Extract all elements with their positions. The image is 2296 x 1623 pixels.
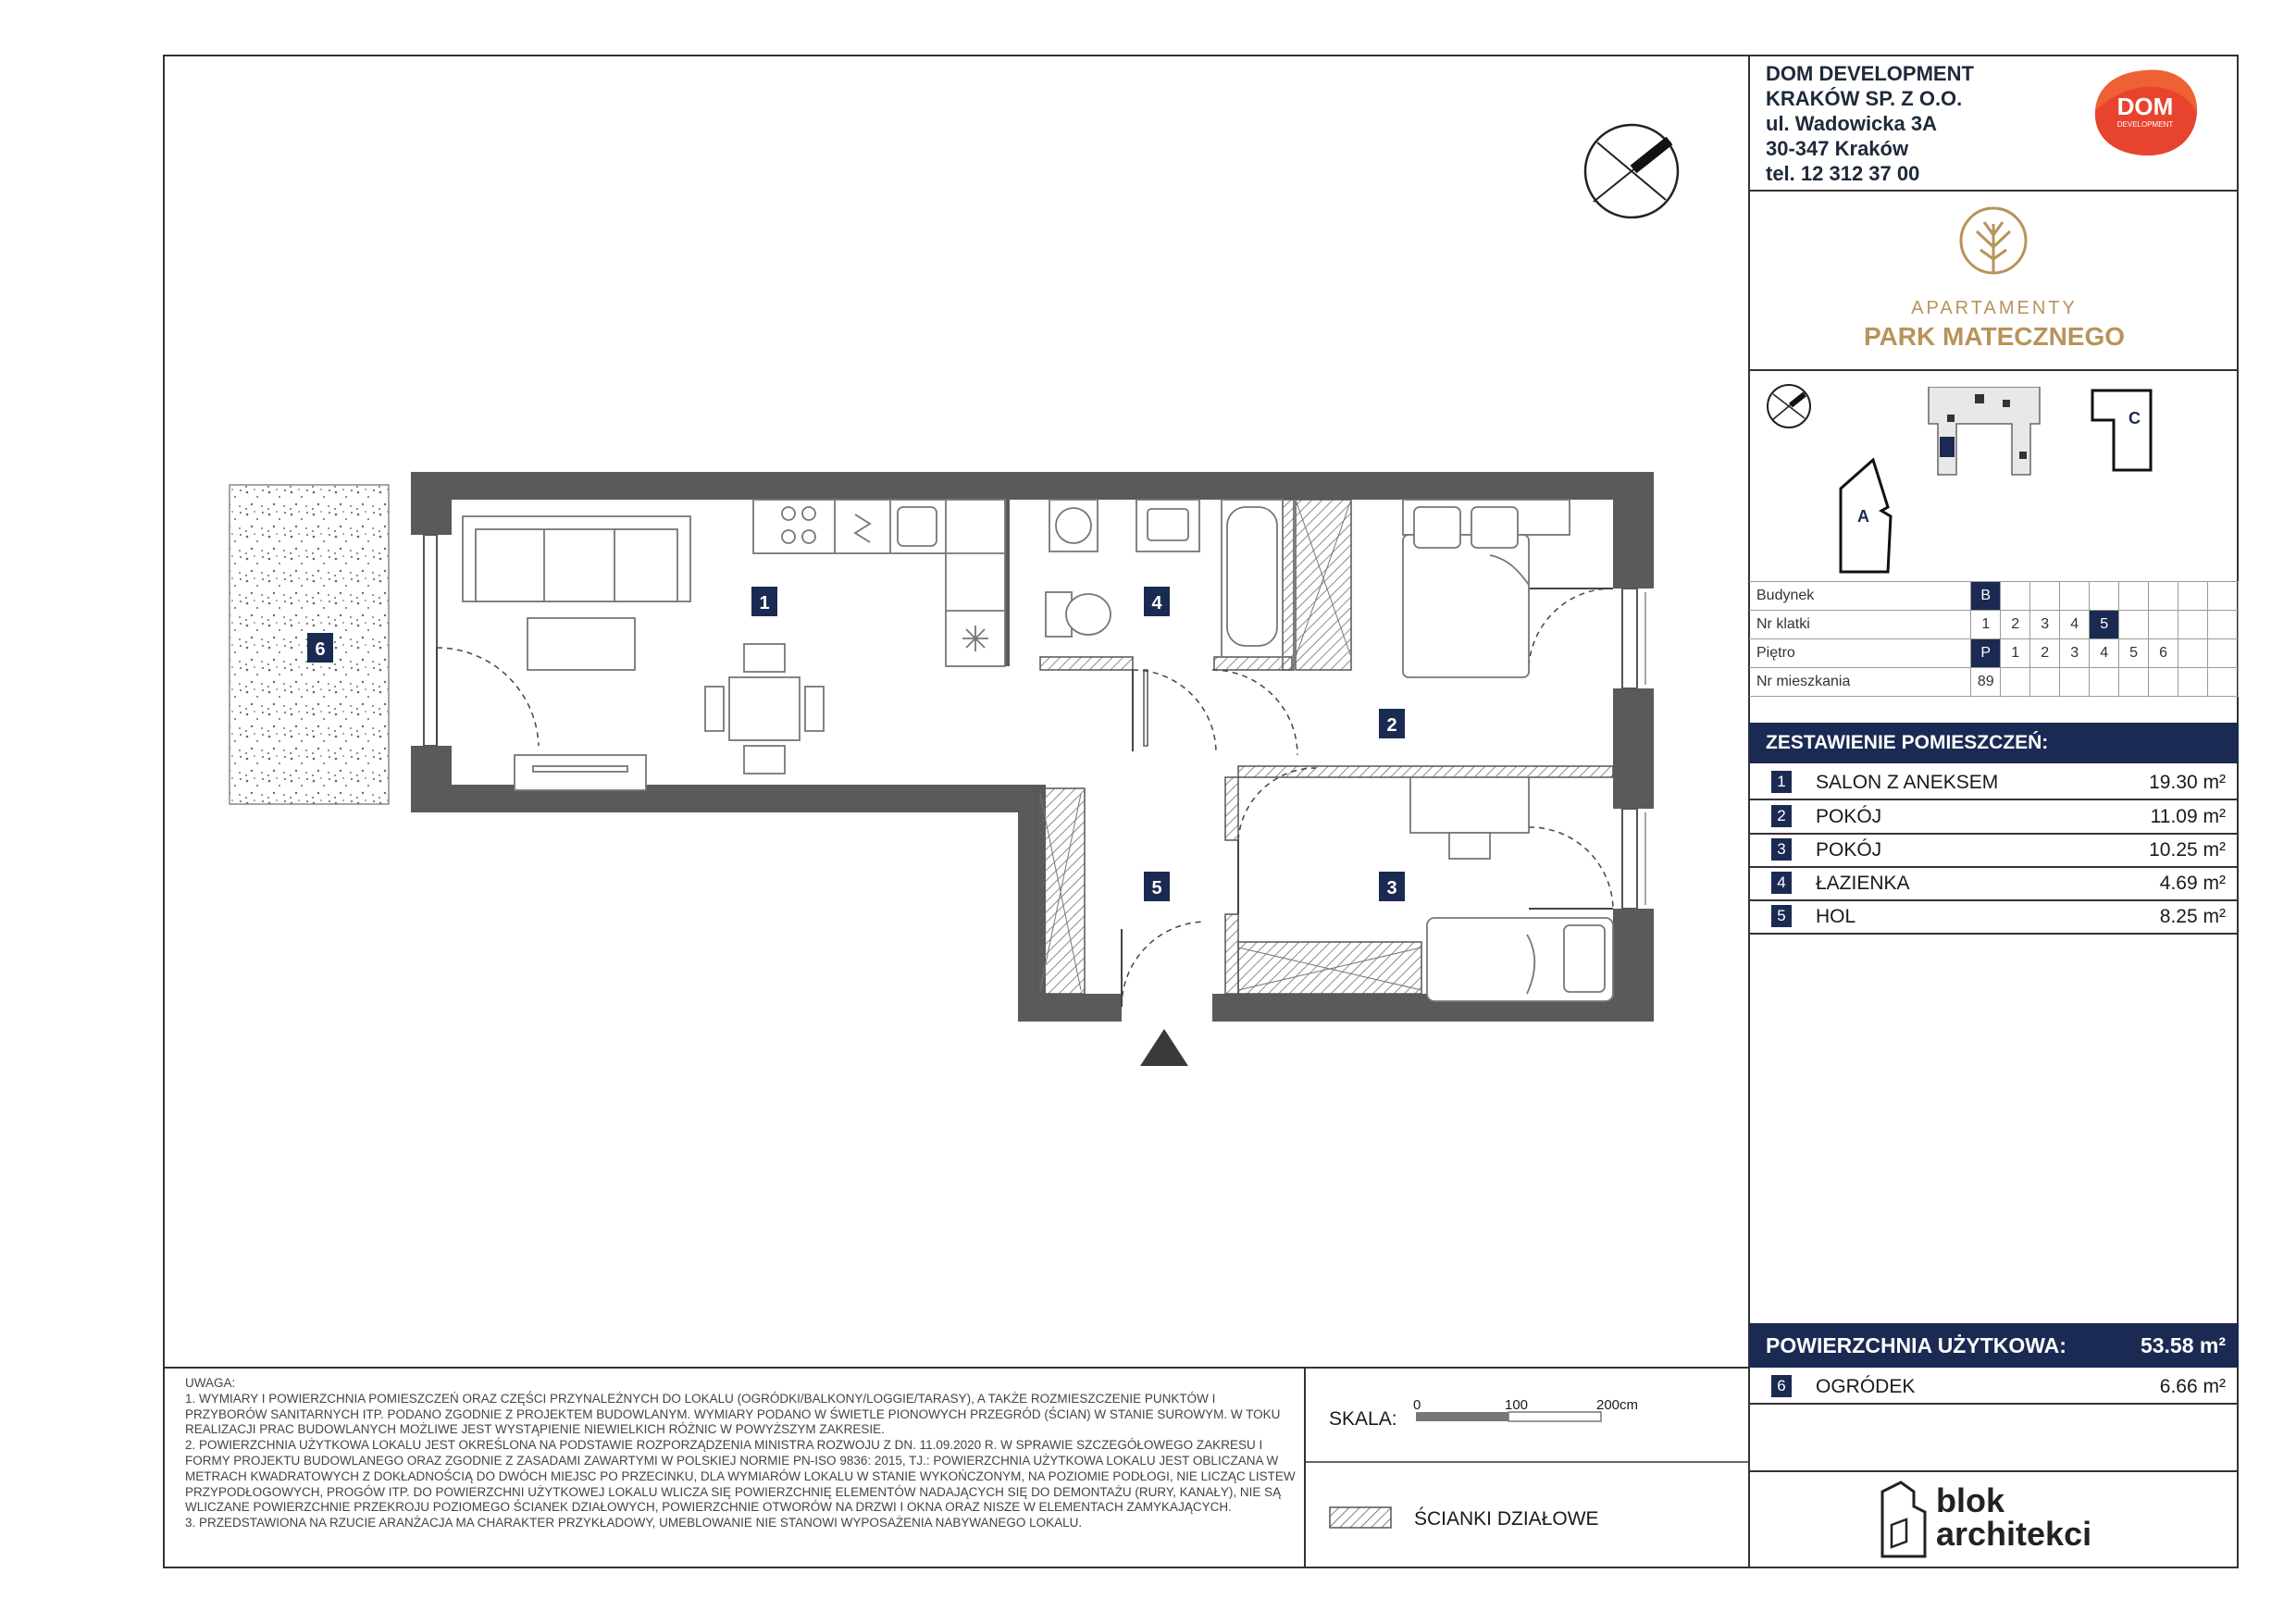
notes-block <box>185 1376 1296 1531</box>
company-address <box>1766 61 1974 186</box>
row-label: Budynek <box>1749 582 1971 611</box>
table-cell: 6 <box>2149 639 2178 668</box>
tree-logo-icon <box>1956 205 2030 289</box>
table-cell <box>2178 668 2208 697</box>
room-row <box>1749 765 2239 800</box>
room-area: 8.25 m² <box>2159 906 2226 927</box>
unit-info-table <box>1749 581 2239 697</box>
room-area: 6.66 m² <box>2159 1376 2226 1397</box>
table-cell: 3 <box>2060 639 2090 668</box>
room-number-badge: 2 <box>1771 805 1792 827</box>
furniture-kitchen <box>753 500 1005 666</box>
table-cell: B <box>1971 582 2001 611</box>
table-row <box>1749 611 2239 639</box>
table-row <box>1749 668 2239 697</box>
table-cell <box>2030 582 2060 611</box>
room-area: 4.69 m² <box>2159 873 2226 894</box>
rooms-header: ZESTAWIENIE POMIESZCZEŃ: <box>1749 723 2239 763</box>
table-cell <box>2208 668 2239 697</box>
row-label: Nr mieszkania <box>1749 668 1971 697</box>
table-cell: 4 <box>2060 611 2090 639</box>
logo-text: DOM <box>2116 93 2174 120</box>
table-cell <box>2001 668 2030 697</box>
room-name: OGRÓDEK <box>1816 1376 1916 1397</box>
table-cell: 3 <box>2030 611 2060 639</box>
plan-label-3: 3 <box>1386 878 1397 898</box>
company-city-line: 30-347 Kraków <box>1766 137 1909 160</box>
entrance-marker-icon <box>1140 1029 1188 1066</box>
table-cell: 2 <box>2030 639 2060 668</box>
table-cell <box>2208 582 2239 611</box>
table-cell <box>2030 668 2060 697</box>
table-cell <box>2119 582 2149 611</box>
plan-label-6: 6 <box>315 639 326 660</box>
table-cell <box>2149 668 2178 697</box>
keyplan-compass-icon <box>1766 383 1812 429</box>
table-cell <box>2119 611 2149 639</box>
room-number-badge: 5 <box>1771 905 1792 927</box>
room-row <box>1749 799 2239 835</box>
architect-name-line2: architekci <box>1936 1515 2092 1553</box>
plan-label-1: 1 <box>759 593 770 613</box>
table-cell <box>2208 639 2239 668</box>
note-item: 1. WYMIARY I POWIERZCHNIA POMIESZCZEŃ ORAZ CZĘŚCI PRZYNALEŻNYCH DO LOKALU (OGRÓDKI/BALKONY/LOGGIE/TARASY), A TAKŻE ROZMIESZCZENIE PUNKTÓW I PRZYBORÓW SANITARNYCH ITP. PODANO ZGODNIE Z PROJEKTEM BUDOWLANYM. WYMIARY PODANO W ŚWIETLE PIONOWYCH PRZEGRÓD (ŚCIAN) W STANIE SUROWYM. W TOKU REALIZACJI PRAC BUDOWLANYCH MOŻLIWE JEST WYSTĄPIENIE NIEWIELKICH RÓŻNIC W POWYŻSZYM ZAKRESIE. <box>185 1391 1281 1437</box>
room-area: 11.09 m² <box>2150 806 2226 827</box>
plan-label-2: 2 <box>1386 715 1397 736</box>
table-row <box>1749 582 2239 611</box>
furniture-bathroom <box>1046 500 1283 657</box>
note-item: 3. PRZEDSTAWIONA NA RZUCIE ARANŻACJA MA CHARAKTER PRZYKŁADOWY, UMEBLOWANIE NIE STANOWI WYPOSAŻENIA NABYWANEGO LOKALU. <box>185 1516 1083 1530</box>
table-cell <box>2178 582 2208 611</box>
plan-label-5: 5 <box>1151 878 1162 898</box>
room-number-badge: 6 <box>1771 1375 1792 1397</box>
table-cell <box>2178 639 2208 668</box>
furniture-bedroom-3 <box>1410 777 1613 1001</box>
room-name: SALON Z ANEKSEM <box>1816 772 1999 793</box>
table-cell: 5 <box>2090 611 2119 639</box>
room-name: ŁAZIENKA <box>1816 873 1910 894</box>
plan-label-4: 4 <box>1151 593 1162 613</box>
keyplan-label-a: A <box>1857 507 1869 526</box>
table-cell: 1 <box>1971 611 2001 639</box>
logo-subtext: DEVELOPMENT <box>2116 120 2174 129</box>
scale-tick-0: 0 <box>1413 1397 1421 1413</box>
table-cell <box>2060 668 2090 697</box>
room-row <box>1749 833 2239 868</box>
keyplan-building-b <box>1919 387 2049 479</box>
table-cell <box>2090 668 2119 697</box>
scale-label: SKALA: <box>1329 1408 1397 1430</box>
keyplan-label-c: C <box>2128 409 2141 427</box>
room-row <box>1749 1369 2239 1405</box>
company-name-line: KRAKÓW SP. Z O.O. <box>1766 87 1963 110</box>
brand-main-text: PARK MATECZNEGO <box>1863 322 2126 351</box>
table-cell: 5 <box>2119 639 2149 668</box>
partition-wall-swatch <box>1329 1506 1394 1530</box>
room-number-badge: 3 <box>1771 838 1792 861</box>
keyplan-building-c <box>2090 389 2154 472</box>
scale-tick-200: 200cm <box>1596 1397 1639 1413</box>
room-area: 19.30 m² <box>2149 772 2226 793</box>
table-cell: P <box>1971 639 2001 668</box>
room-row <box>1749 866 2239 901</box>
table-cell <box>2149 582 2178 611</box>
room-number-badge: 4 <box>1771 872 1792 894</box>
table-cell <box>2001 582 2030 611</box>
furniture-living <box>463 516 824 790</box>
table-cell <box>2119 668 2149 697</box>
total-area-label: POWIERZCHNIA UŻYTKOWA: <box>1766 1333 2066 1357</box>
room-row <box>1749 899 2239 935</box>
total-area-bar <box>1749 1323 2239 1368</box>
company-street-line: ul. Wadowicka 3A <box>1766 112 1938 135</box>
table-row <box>1749 639 2239 668</box>
table-cell: 1 <box>2001 639 2030 668</box>
legend-partition-label: ŚCIANKI DZIAŁOWE <box>1414 1508 1599 1530</box>
scale-tick-100: 100 <box>1505 1397 1529 1413</box>
company-name-line: DOM DEVELOPMENT <box>1766 62 1974 85</box>
total-area-value: 53.58 m² <box>2140 1333 2226 1357</box>
table-cell <box>2208 611 2239 639</box>
brand-top-text: APARTAMENTY <box>1911 298 2078 318</box>
room-name: HOL <box>1816 906 1856 927</box>
table-cell <box>2149 611 2178 639</box>
blok-architekci-logo-icon <box>1879 1479 1929 1560</box>
row-label: Piętro <box>1749 639 1971 668</box>
dom-development-logo <box>2088 67 2203 159</box>
table-cell <box>2178 611 2208 639</box>
table-cell: 4 <box>2090 639 2119 668</box>
architect-name-line1: blok <box>1936 1481 2005 1519</box>
table-cell <box>2060 582 2090 611</box>
room-area: 10.25 m² <box>2149 839 2226 861</box>
room-name: POKÓJ <box>1816 839 1882 861</box>
row-label: Nr klatki <box>1749 611 1971 639</box>
table-cell: 89 <box>1971 668 2001 697</box>
company-phone-line: tel. 12 312 37 00 <box>1766 162 1920 185</box>
notes-title: UWAGA: <box>185 1376 236 1390</box>
note-item: 2. POWIERZCHNIA UŻYTKOWA LOKALU JEST OKREŚLONA NA PODSTAWIE ROZPORZĄDZENIA MINISTRA ROZWOJU Z DN. 11.09.2020 R. W SPRAWIE SZCZEGÓŁOWEGO ZAKRESU I FORMY PROJEKTU BUDOWLANEGO ORAZ ZGODNIE Z ZASADAMI ZAWARTYMI W POLSKIEJ NORMIE PN-ISO 9836: 2015, TJ.: POWIERZCHNIA UŻYTKOWA LOKALU JEST OBLICZANA W METRACH KWADRATOWYCH Z DOKŁADNOŚCIĄ DO DWÓCH MIEJSC PO PRZECINKU, DLA WYMIARÓW LOKALU W STANIE WYKOŃCZONYM, NA POZIOMIE PODŁOGI, NIE LICZĄC LISTEW PRZYPODŁOGOWYCH, PROGÓW ITP. DO POWIERZCHNI UŻYTKOWEJ LOKALU WLICZA SIĘ POWIERZCHNIĘ ELEMENTÓW NADAJĄCYCH SIĘ DO DEMONTAŻU (RURY, KANAŁY), NIE SĄ WLICZANE POWIERZCHNIE PRZEKROJU POZIOMEGO ŚCIANEK DZIAŁOWYCH, POWIERZCHNIE OTWORÓW NA DRZWI I OKNA ORAZ NISZE W ELEMENTACH ZAMYKAJĄCYCH. <box>185 1438 1296 1515</box>
room-name: POKÓJ <box>1816 806 1882 827</box>
table-cell <box>2090 582 2119 611</box>
room-number-badge: 1 <box>1771 771 1792 793</box>
table-cell: 2 <box>2001 611 2030 639</box>
